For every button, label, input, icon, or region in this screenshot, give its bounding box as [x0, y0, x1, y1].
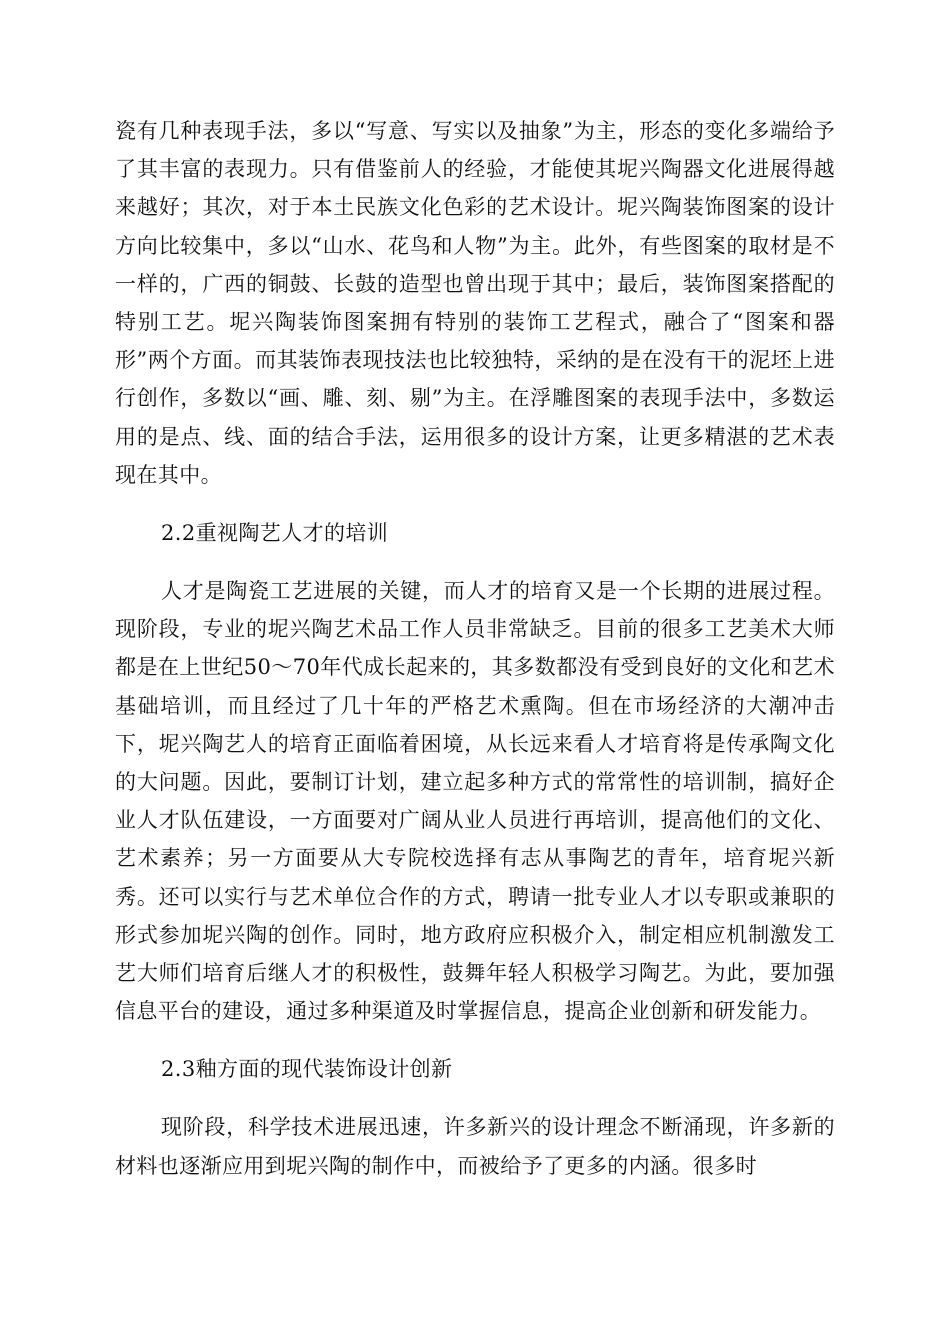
section-heading-2-3: 2.3釉方面的现代装饰设计创新	[161, 1057, 453, 1082]
document-body	[115, 112, 835, 1185]
section-heading-2-2: 2.2重视陶艺人才的培训	[161, 521, 389, 546]
paragraph-continued: 瓷有几种表现手法，多以“写意、写实以及抽象”为主，形态的变化多端给予了其丰富的表现力。只有借鉴前人的经验，才能使其坭兴陶器文化进展得越来越好；其次，对于本土民族文化色彩的艺术设计。坭兴陶装饰图案的设计方向比较集中，多以“山水、花鸟和人物”为主。此外，有些图案的取材是不一样的，广西的铜鼓、长鼓的造型也曾出现于其中；最后，装饰图案搭配的特别工艺。坭兴陶装饰图案拥有特别的装饰工艺程式，融合了“图案和器形”两个方面。而其装饰表现技法也比较独特，采纳的是在没有干的泥坯上进行创作，多数以“画、雕、刻、剔”为主。在浮雕图案的表现手法中，多数运用的是点、线、面的结合手法，运用很多的设计方案，让更多精湛的艺术表现在其中。	[115, 119, 835, 487]
paragraph-talent-training: 人才是陶瓷工艺进展的关键，而人才的培育又是一个长期的进展过程。现阶段，专业的坭兴陶艺术品工作人员非常缺乏。目前的很多工艺美术大师都是在上世纪50～70年代成长起来的，其多数都没有受到良好的文化和艺术基础培训，而且经过了几十年的严格艺术熏陶。但在市场经济的大潮冲击下，坭兴陶艺人的培育正面临着困境，从长远来看人才培育将是传承陶文化的大问题。因此，要制订计划，建立起多种方式的常常性的培训制，搞好企业人才队伍建设，一方面要对广阔从业人员进行再培训，提高他们的文化、艺术素养；另一方面要从大专院校选择有志从事陶艺的青年，培育坭兴新秀。还可以实行与艺术单位合作的方式，聘请一批专业人才以专职或兼职的形式参加坭兴陶的创作。同时，地方政府应积极介入，制定相应机制激发工艺大师们培育后继人才的积极性，鼓舞年轻人积极学习陶艺。为此，要加强信息平台的建设，通过多种渠道及时掌握信息，提高企业创新和研发能力。	[115, 579, 835, 1024]
paragraph-glaze-innovation: 现阶段，科学技术进展迅速，许多新兴的设计理念不断涌现，许多新的材料也逐渐应用到坭兴陶的制作中，而被给予了更多的内涵。很多时	[115, 1115, 835, 1178]
